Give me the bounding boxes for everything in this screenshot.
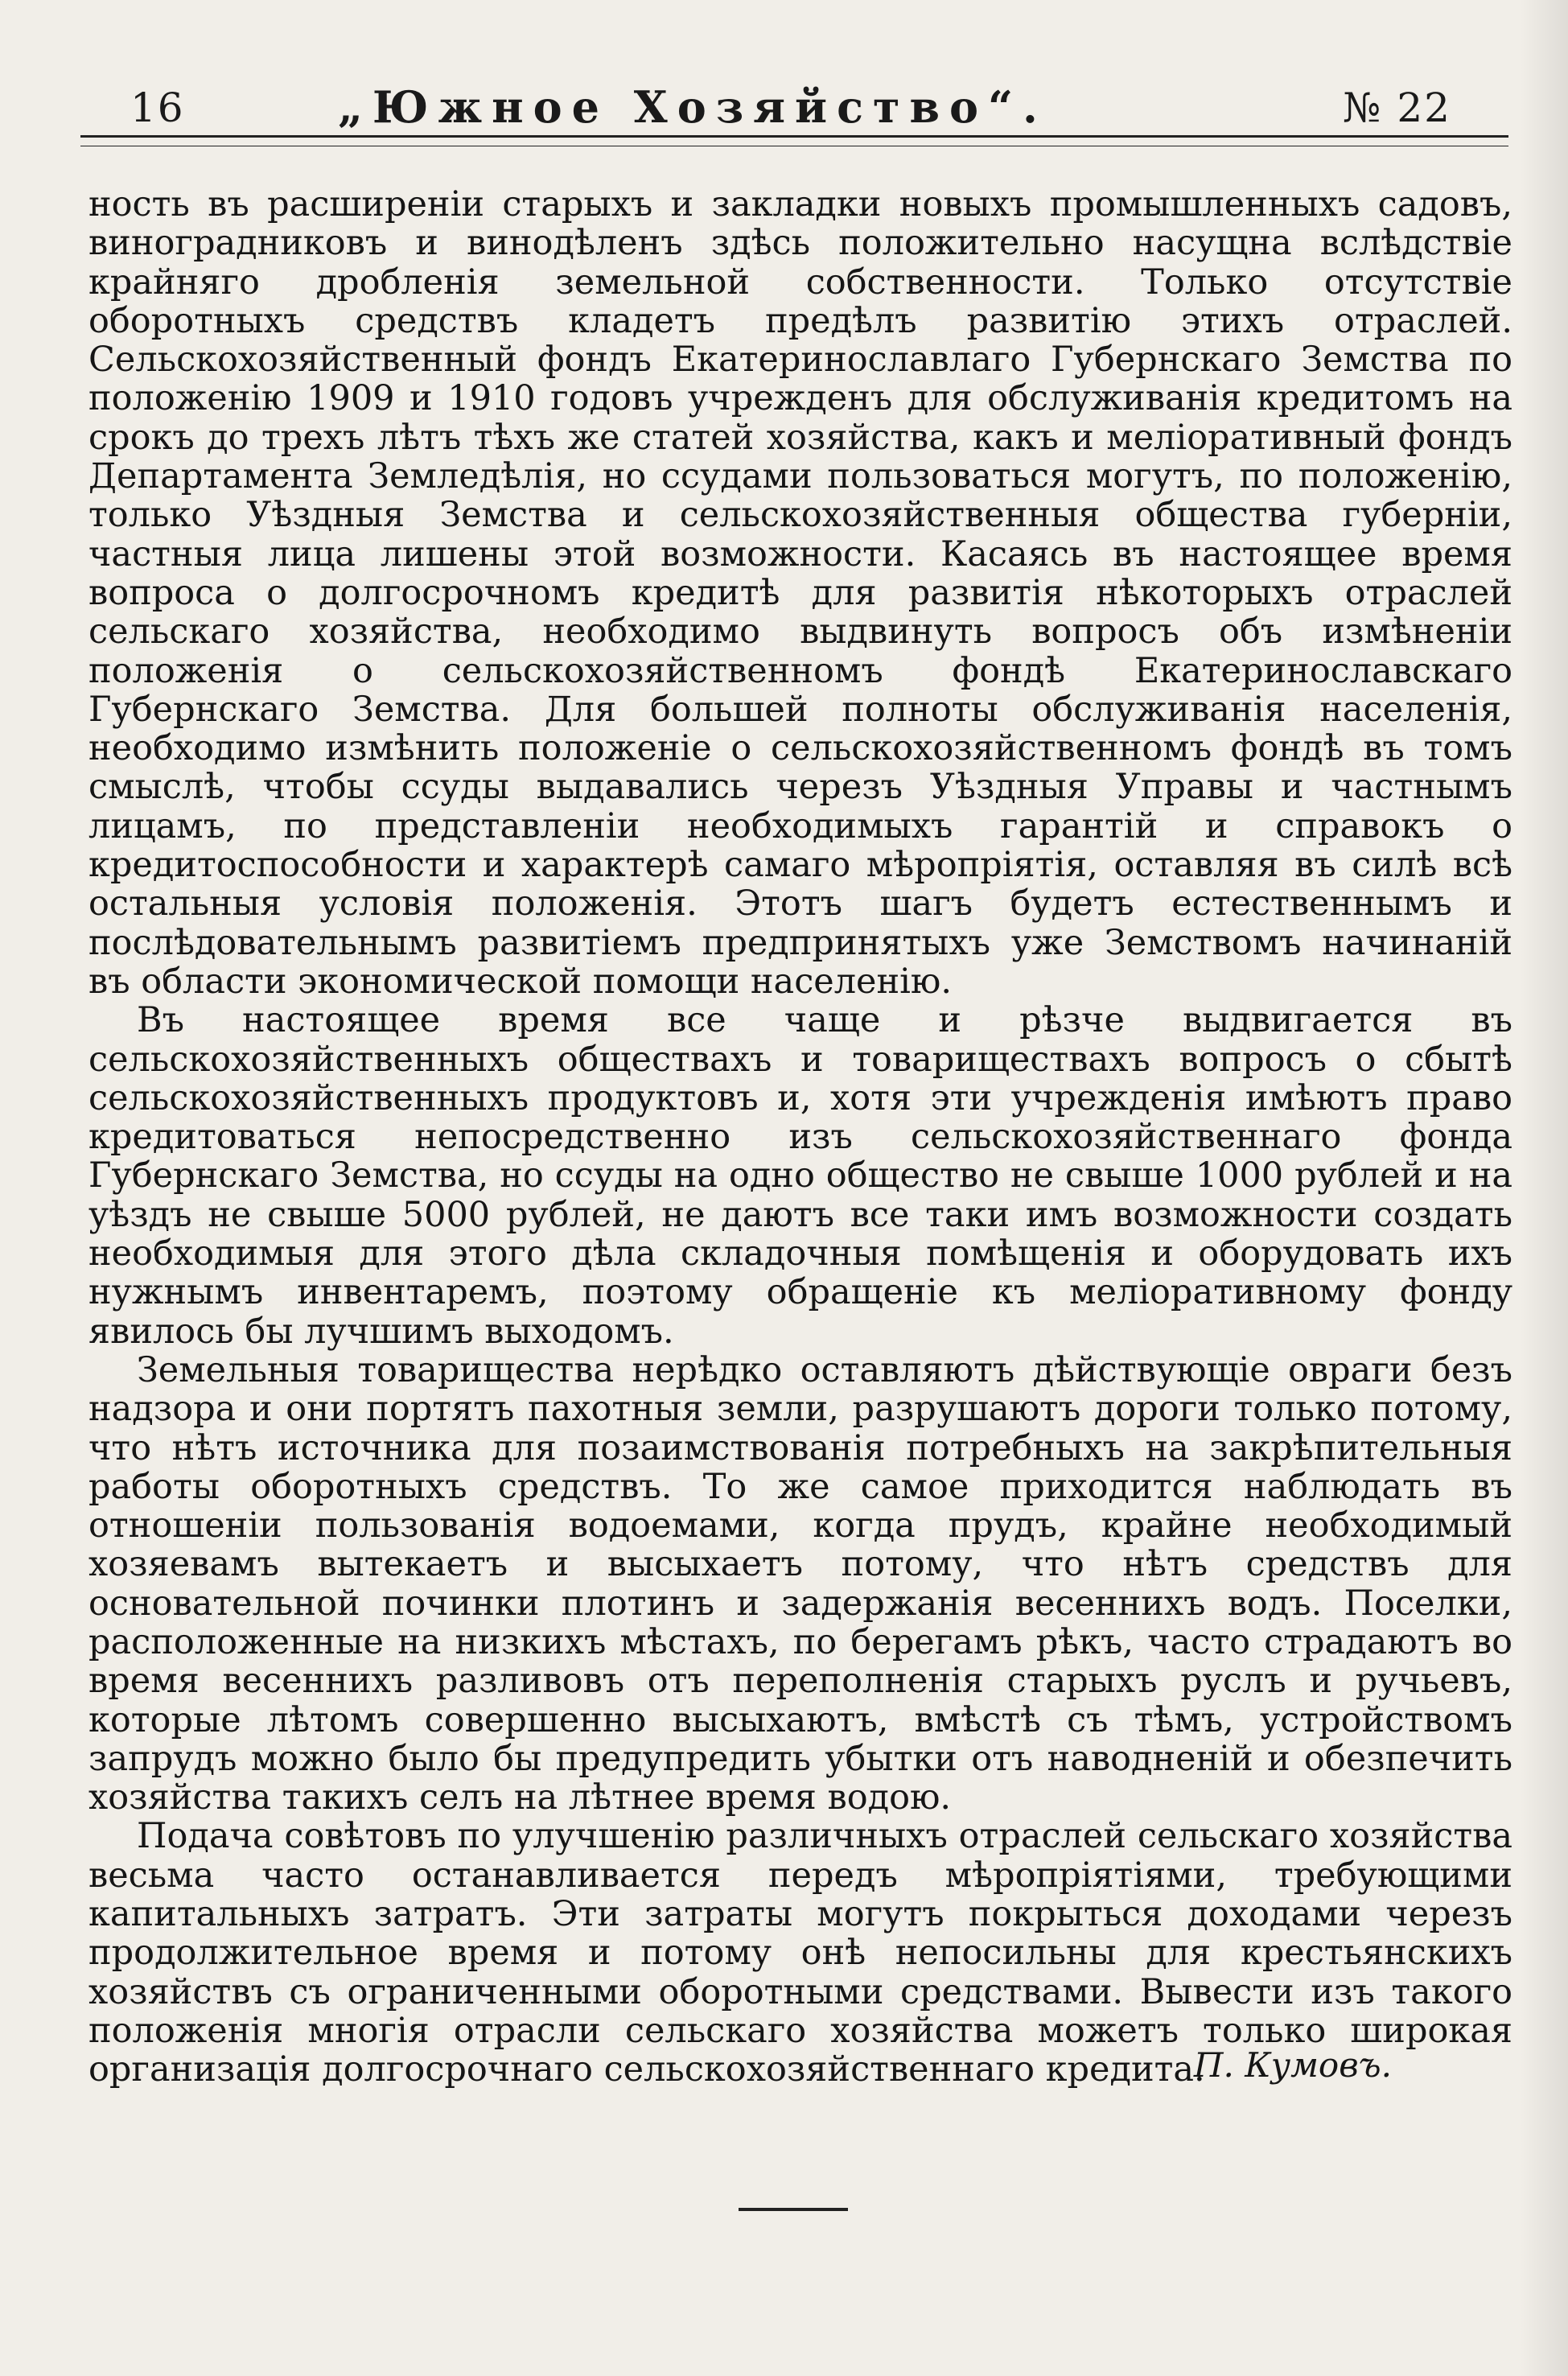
issue-number: № 22: [1343, 84, 1451, 131]
paragraph-1: ность въ расширеніи старыхъ и закладки новыхъ промышленныхъ садовъ, виноградниковъ и винодѣленъ здѣсь положительно насущна вслѣдствіе крайняго дробленія земельной собственности. Только отсутствіе оборотныхъ средствъ кладетъ предѣлъ развитію этихъ отраслей. Сельскохозяйственный фондъ Екатеринославлаго Губернскаго Земства по положенію 1909 и 1910 годовъ учрежденъ для обслуживанія кредитомъ на срокъ до трехъ лѣтъ тѣхъ же статей хозяйства, какъ и меліоративный фондъ Департамента Земледѣлія, но ссудами пользоваться могутъ, по положенію, только Уѣздныя Земства и сельскохозяйственныя общества губерніи, частныя лица лишены этой возможности. Касаясь въ настоящее время вопроса о долгосрочномъ кредитѣ для развитія нѣкоторыхъ отраслей сельскаго хозяйства, необходимо выдвинуть вопросъ объ измѣненіи положенія о сельскохозяйственномъ фондѣ Екатеринославскаго Губернскаго Земства. Для большей полноты обслуживанія населенія, необходимо измѣнить положеніе о сельскохозяйственномъ фондѣ въ томъ смыслѣ, чтобы ссуды выдавались черезъ Уѣздныя Управы и частнымъ лицамъ, по представленіи необходимыхъ гарантій и справокъ о кредитоспособности и характерѣ самаго мѣропріятія, оставляя въ силѣ всѣ остальныя условія положенія. Этотъ шагъ будетъ естественнымъ и послѣдовательнымъ развитіемъ предпринятыхъ уже Земствомъ начинаній въ области экономической помощи населенію.: [88, 184, 1512, 1002]
paragraph-4: Подача совѣтовъ по улучшенію различныхъ отраслей сельскаго хозяйства весьма часто останавливается передъ мѣропріятіями, требующими капитальныхъ затратъ. Эти затраты могутъ покрыться доходами черезъ продолжительное время и потому онѣ непосильны для крестьянскихъ хозяйствъ съ ограниченными оборотными средствами. Вывести изъ такого положенія многія отрасли сельскаго хозяйства можетъ только широкая организація долгосрочнаго сельскохозяйственнаго кредита.: [88, 1816, 1512, 2090]
signature-line: [88, 2045, 1512, 2090]
end-rule: [739, 2208, 848, 2211]
author-signature: П. Кумовъ.: [1193, 2045, 1392, 2085]
paragraph-3: Земельныя товарищества нерѣдко оставляютъ дѣйствующіе овраги безъ надзора и они портятъ пахотныя земли, разрушаютъ дороги только потому, что нѣтъ источника для позаимствованія потребныхъ на закрѣпительныя работы оборотныхъ средствъ. То же самое приходится наблюдать въ отношеніи пользованія водоемами, когда прудъ, крайне необходимый хозяевамъ вытекаетъ и высыхаетъ потому, что нѣтъ средствъ для основательной починки плотинъ и задержанія весеннихъ водъ. Поселки, расположенные на низкихъ мѣстахъ, по берегамъ рѣкъ, часто страдаютъ во время весеннихъ разливовъ отъ переполненія старыхъ руслъ и ручьевъ, которые лѣтомъ совершенно высыхаютъ, вмѣстѣ съ тѣмъ, устройствомъ запрудъ можно было бы предупредить убытки отъ наводненій и обезпечить хозяйства такихъ селъ на лѣтнее время водою.: [88, 1349, 1512, 1818]
article-body: [88, 185, 1512, 2090]
page-header: [88, 76, 1480, 141]
page-number: 16: [130, 84, 185, 131]
header-double-rule: [80, 135, 1508, 146]
journal-title: „Южное Хозяйство“.: [338, 81, 1047, 133]
paragraph-2: Въ настоящее время все чаще и рѣзче выдвигается въ сельскохозяйственныхъ обществахъ и товариществахъ вопросъ о сбытѣ сельскохозяйственныхъ продуктовъ и, хотя эти учрежденія имѣютъ право кредитоваться непосредственно изъ сельскохозяйственнаго фонда Губернскаго Земства, но ссуды на одно общество не свыше 1000 рублей и на уѣздъ не свыше 5000 рублей, не даютъ все таки имъ возможности создать необходимыя для этого дѣла складочныя помѣщенія и оборудовать ихъ нужнымъ инвентаремъ, поэтому обращеніе къ меліоративному фонду явилось бы лучшимъ выходомъ.: [88, 1000, 1512, 1352]
